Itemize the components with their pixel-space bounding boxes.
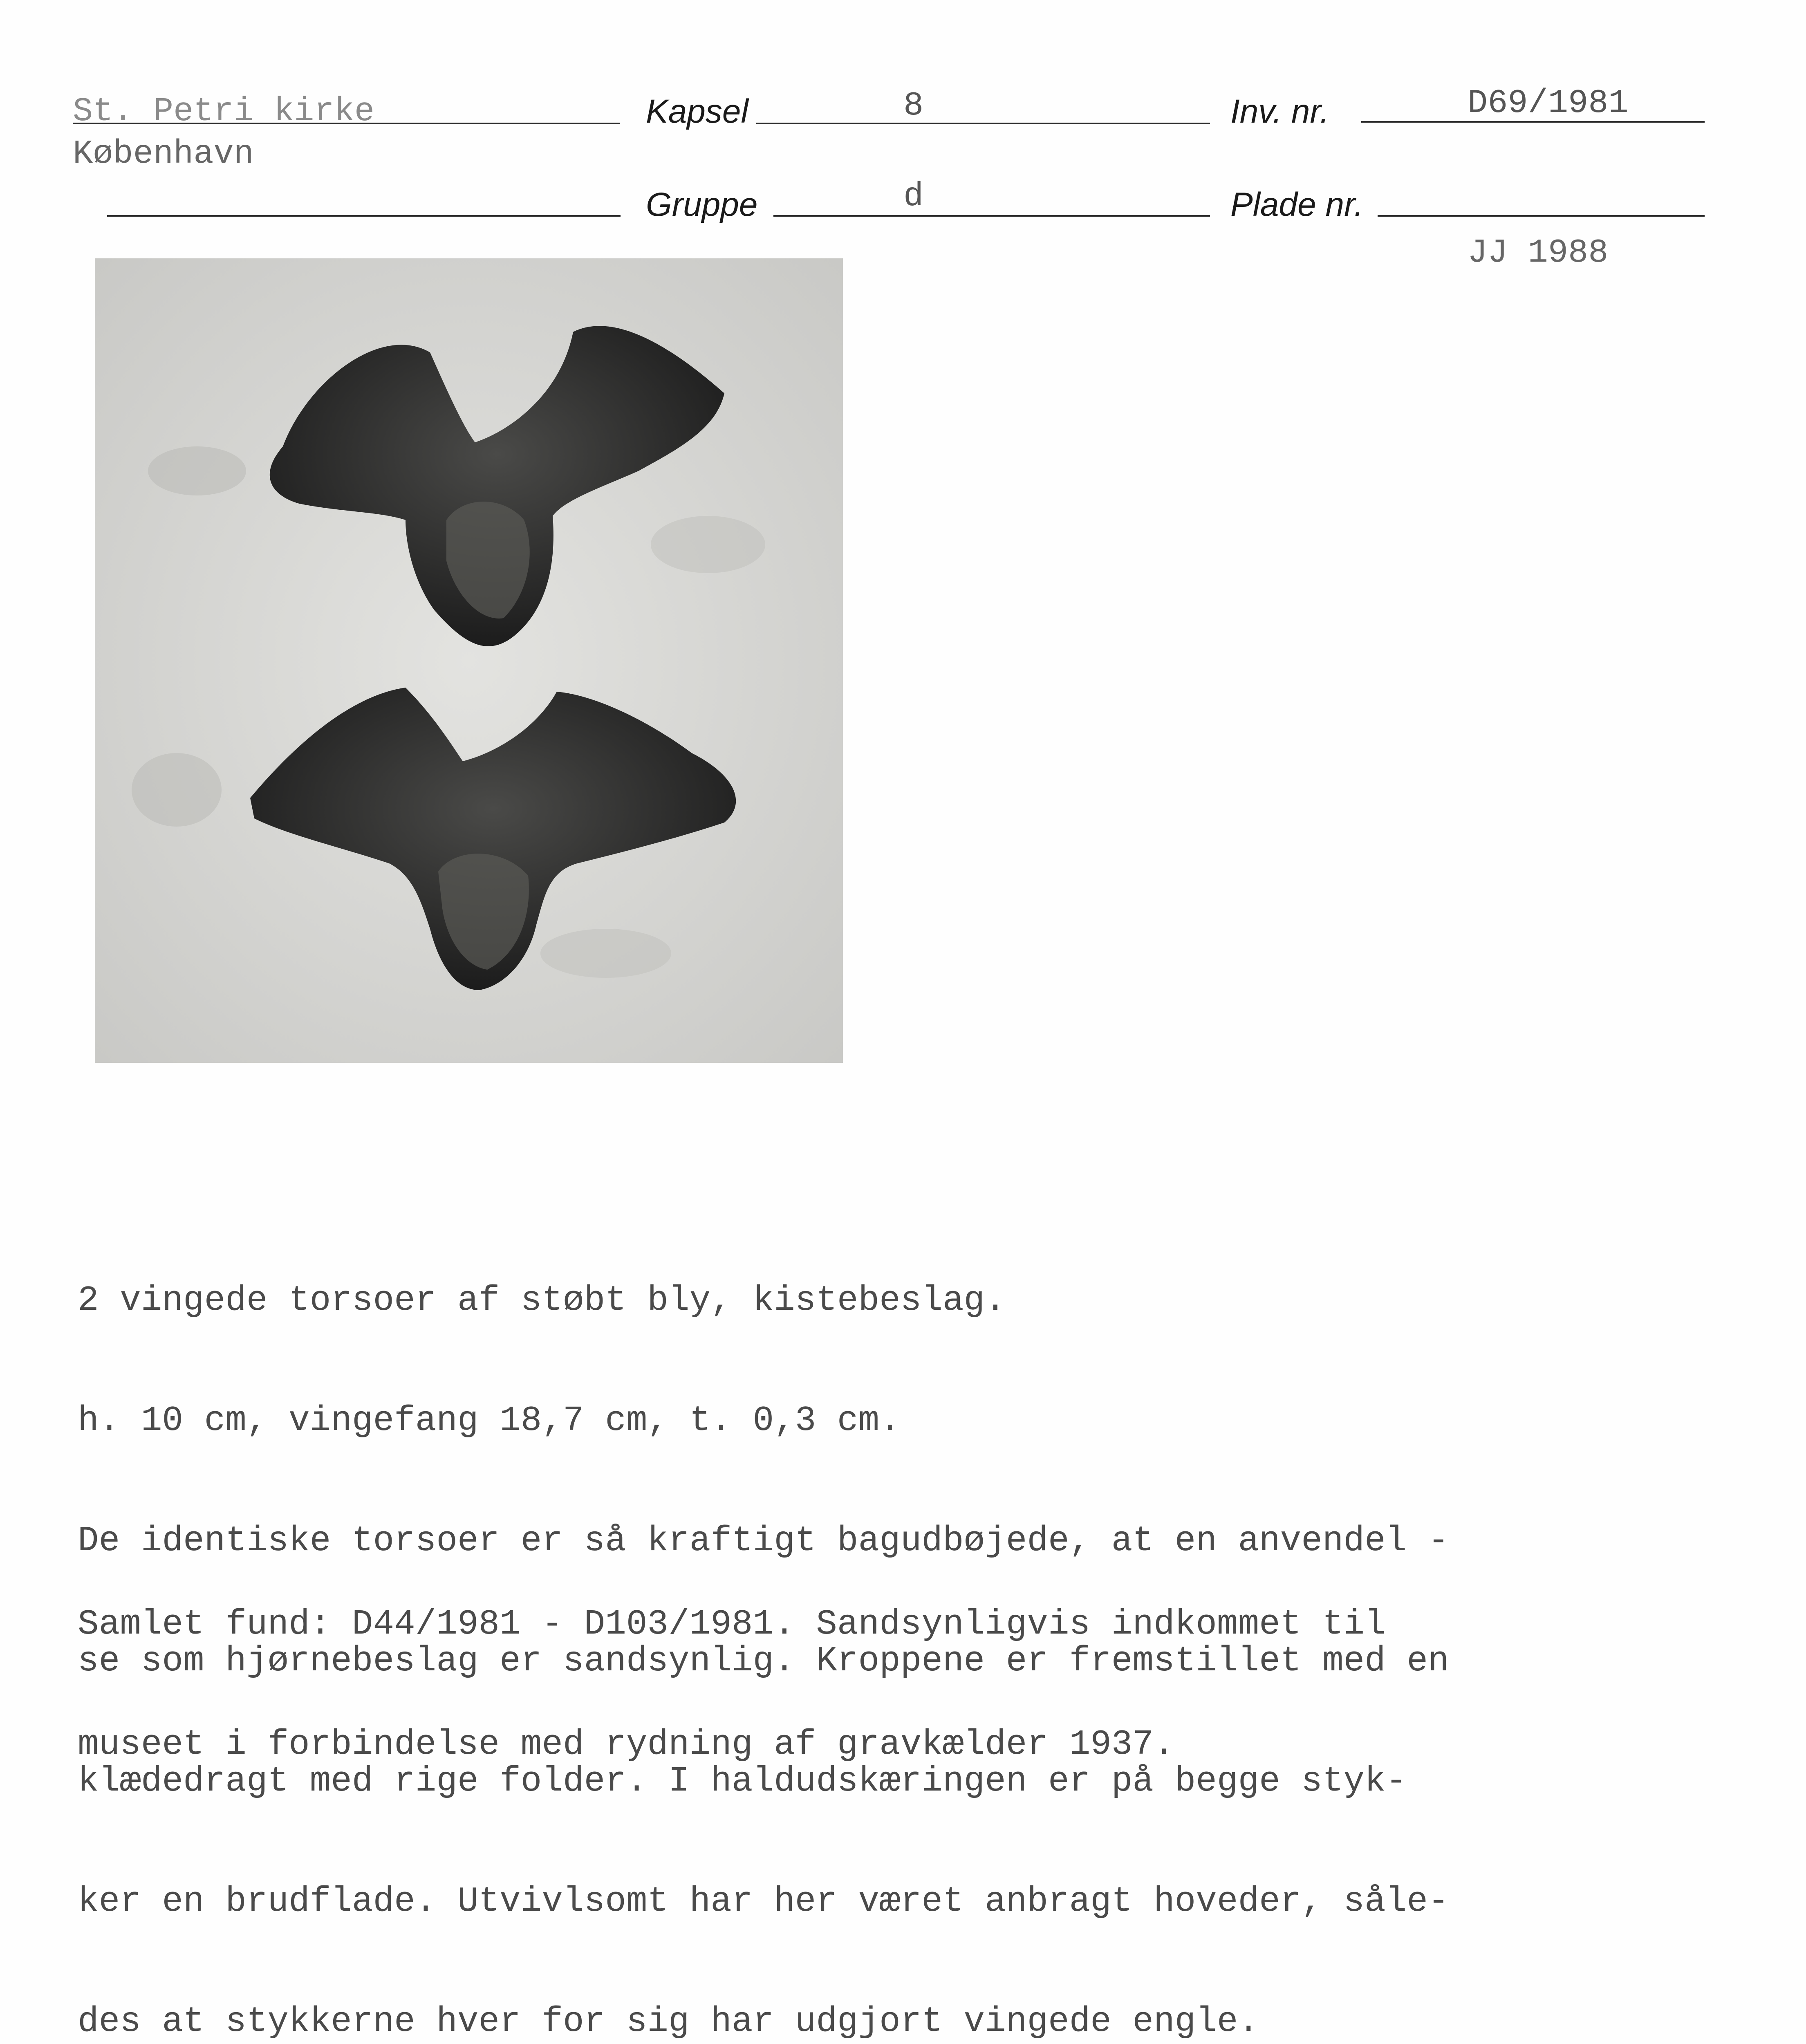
object-photograph [95,258,843,1063]
description-line: De identiske torsoer er så kraftigt bagudbøjede, at en anvendel - [78,1521,1449,1561]
description-line: 2 vingede torsoer af støbt bly, kistebeslag. [78,1280,1006,1320]
gruppe-value: d [903,177,924,215]
note-line: Samlet fund: D44/1981 - D103/1981. Sandsynligvis indkommet til [78,1604,1386,1644]
plade-nr-label: Plade nr. [1230,186,1364,223]
description-line: ker en brudflade. Utvivlsomt har her været anbragt hoveder, såle- [78,1881,1449,1921]
location-rule [73,123,620,124]
location-city: København [73,135,254,173]
inv-nr-value: D69/1981 [1468,84,1629,122]
gruppe-rule [773,215,1210,217]
description-line: klædedragt med rige folder. I haldudskæringen er på begge styk- [78,1761,1407,1801]
description-line: des at stykkerne hver for sig har udgjort vingede engle. [78,2001,1259,2042]
note-line: museet i forbindelse med rydning af gravkælder 1937. [78,1724,1175,1764]
winged-torsos-image [95,258,843,1063]
kapsel-value: 8 [903,87,924,125]
kapsel-label: Kapsel [646,93,748,130]
gruppe-label: Gruppe [646,186,758,223]
registrar-initials-year: JJ 1988 [1468,234,1609,272]
inv-nr-label: Inv. nr. [1230,93,1329,130]
inv-nr-rule [1361,121,1705,123]
location-rule-2 [107,215,621,217]
description-line: se som hjørnebeslag er sandsynlig. Kroppene er fremstillet med en [78,1641,1449,1681]
find-context-note [78,1524,1386,1845]
plade-nr-rule [1378,215,1705,217]
kapsel-rule [756,123,1210,124]
location-name: St. Petri kirke [73,92,375,130]
description-line: h. 10 cm, vingefang 18,7 cm, t. 0,3 cm. [78,1401,901,1441]
